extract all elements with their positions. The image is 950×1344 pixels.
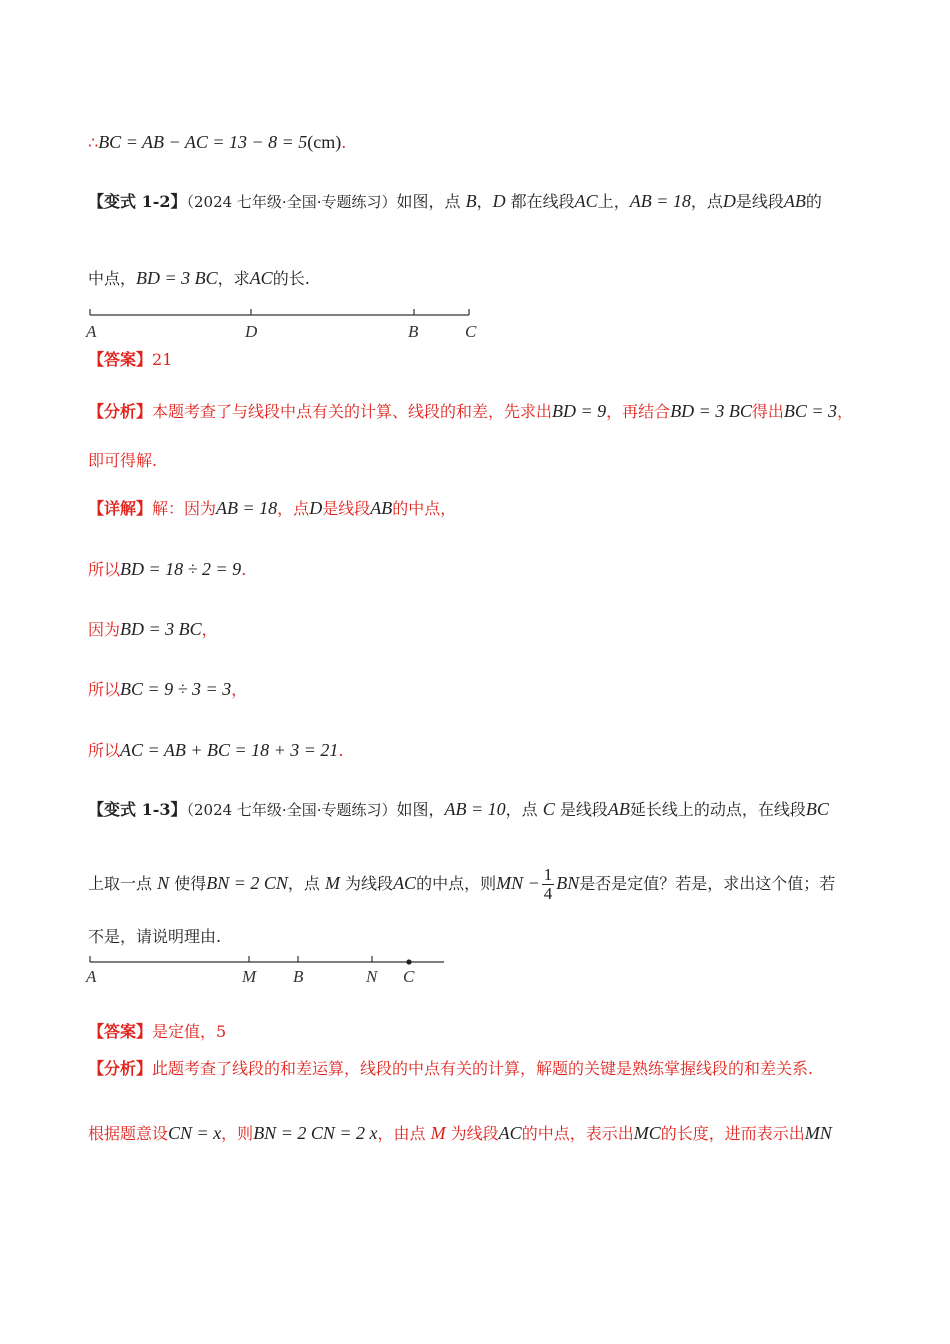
- label-b: B: [408, 322, 419, 341]
- therefore-symbol: ∴: [88, 133, 99, 152]
- label-d: D: [245, 322, 258, 341]
- point-c: [406, 959, 411, 964]
- label-b: B: [293, 967, 304, 986]
- problem-1-2-line-2: 中点，BD = 3 BC，求AC的长.: [88, 268, 310, 288]
- problem-source: （2024 七年级·全国·专题练习）: [186, 193, 397, 211]
- analysis-1-line-2: 即可得解.: [88, 451, 158, 470]
- answer-value: 21: [152, 350, 173, 369]
- label-c: C: [465, 322, 477, 341]
- detail-step-1: 所以BD = 18 ÷ 2 = 9.: [88, 559, 247, 579]
- unit: (cm): [307, 132, 342, 152]
- label-a: A: [86, 967, 97, 986]
- detail-1-line-1: 【详解】解：因为AB = 18，点D是线段AB的中点，: [88, 498, 457, 518]
- detail-step-2: 因为BD = 3 BC，: [88, 619, 218, 639]
- problem-source: （2024 七年级·全国·专题练习）: [186, 801, 397, 819]
- label-c: C: [403, 967, 415, 986]
- fraction-one-quarter: $\frac{1}{4}$: [543, 865, 553, 903]
- problem-1-2-line-1: 【变式 1-2】（2024 七年级·全国·专题练习）如图，点 B，D 都在线段AC上，AB = 18，点D是线段AB的: [88, 191, 822, 211]
- segment-figure-1: [80, 305, 500, 345]
- problem-tag: 【变式 1-3】: [88, 800, 187, 819]
- problem-tag: 【变式 1-2】: [88, 192, 187, 211]
- problem-1-3-line-2: 上取一点 N 使得BN = 2 CN，点 M 为线段AC的中点，则MN − $\frac{1}{4}$ BN是否是定值？若是，求出这个值；若: [88, 865, 836, 903]
- detail-step-3: 所以BC = 9 ÷ 3 = 3，: [88, 679, 248, 699]
- label-a: A: [86, 322, 97, 341]
- top-equation-line: ∴BC = AB − AC = 13 − 8 = 5(cm).: [88, 132, 347, 152]
- label-m: M: [242, 967, 257, 986]
- problem-1-3-line-3: 不是，请说明理由.: [88, 927, 222, 946]
- analysis-2-line-1: 【分析】此题考查了线段的和差运算，线段的中点有关的计算，解题的关键是熟练掌握线段的和差关系.: [88, 1059, 814, 1078]
- answer-value: 是定值，5: [152, 1022, 227, 1041]
- segment-figure-2: [80, 952, 460, 992]
- answer-1: 【答案】21: [88, 350, 173, 369]
- analysis-1-line-1: 【分析】本题考查了与线段中点有关的计算、线段的和差，先求出BD = 9，再结合BD = 3 BC得出BC = 3，: [88, 401, 854, 421]
- detail-step-4: 所以AC = AB + BC = 18 + 3 = 21.: [88, 740, 344, 760]
- equation: BC = AB − AC = 13 − 8 = 5: [98, 132, 308, 152]
- answer-2: 【答案】是定值，5: [88, 1022, 227, 1041]
- label-n: N: [366, 967, 378, 986]
- problem-1-3-line-1: 【变式 1-3】（2024 七年级·全国·专题练习）如图，AB = 10，点 C 是线段AB延长线上的动点，在线段BC: [88, 799, 829, 819]
- analysis-2-line-2: 根据题意设CN = x，则BN = 2 CN = 2 x，由点 M 为线段AC的中点，表示出MC的长度，进而表示出MN: [88, 1123, 832, 1143]
